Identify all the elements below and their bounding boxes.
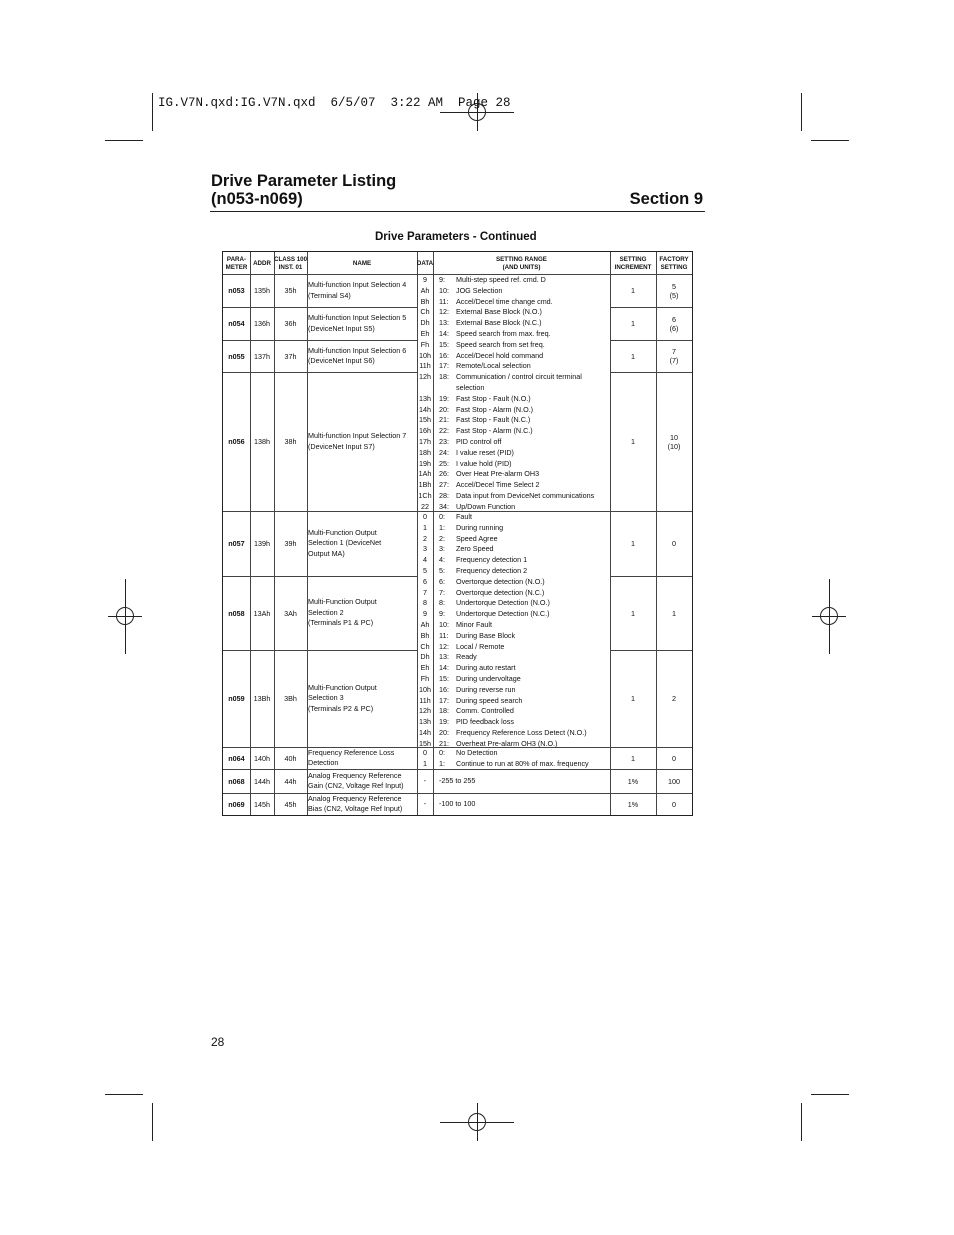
cell-param: n056 bbox=[228, 437, 245, 446]
cell-name: Multi-function Input Selection 6 (DeviceNet Input S6) bbox=[308, 345, 407, 365]
cell-cls: 37h bbox=[284, 351, 297, 361]
data-value: 15h bbox=[419, 415, 431, 425]
cell-name: Analog Frequency Reference Bias (CN2, Voltage Ref Input) bbox=[308, 793, 403, 813]
setting-text: selection bbox=[456, 382, 485, 392]
data-value: 10h bbox=[419, 350, 431, 360]
setting-code: 27: bbox=[439, 480, 449, 490]
data-value: Fh bbox=[420, 673, 430, 683]
setting-code: 28: bbox=[439, 490, 449, 500]
cell-addr: 139h bbox=[254, 539, 270, 548]
setting-range-item bbox=[439, 663, 587, 674]
cell-addr: 144h bbox=[254, 776, 270, 786]
title-rule bbox=[210, 211, 705, 212]
setting-code: 10: bbox=[439, 285, 449, 295]
setting-code: 25: bbox=[439, 458, 449, 468]
data-value: 19h bbox=[419, 458, 431, 468]
setting-text: Remote/Local selection bbox=[456, 361, 531, 371]
title-line-1: Drive Parameter Listing bbox=[211, 172, 397, 190]
data-value: 2 bbox=[423, 533, 427, 543]
cell-name: Multi-Function Output Selection 2 (Terminals P1 & PC) bbox=[308, 597, 377, 628]
crop-mark bbox=[152, 93, 153, 131]
setting-text: Ready bbox=[456, 652, 477, 662]
cell-param: n069 bbox=[228, 799, 245, 809]
page-number: 28 bbox=[211, 1035, 225, 1049]
cell-inc: 1 bbox=[631, 437, 635, 446]
setting-text: PID feedback loss bbox=[456, 717, 514, 727]
data-value: 10h bbox=[419, 684, 431, 694]
setting-code: 14: bbox=[439, 328, 449, 338]
setting-range-item bbox=[439, 491, 594, 502]
setting-code: 15: bbox=[439, 339, 449, 349]
setting-range-item bbox=[439, 759, 589, 770]
setting-range-item bbox=[439, 631, 587, 642]
setting-range-item bbox=[439, 544, 587, 555]
title-line-2: (n053-n069) bbox=[211, 190, 303, 208]
data-value: Ah bbox=[420, 619, 430, 629]
setting-range-column bbox=[439, 512, 587, 750]
setting-text: Communication / control circuit terminal bbox=[456, 372, 582, 382]
setting-text: I value hold (PID) bbox=[456, 458, 512, 468]
setting-code: 20: bbox=[439, 404, 449, 414]
setting-text: Overheat Pre-alarm OH3 (N.O.) bbox=[456, 738, 558, 748]
cell-name: Multi-function Input Selection 4 (Terminal S4) bbox=[308, 280, 407, 300]
setting-code: 3: bbox=[439, 544, 445, 554]
setting-code: 1: bbox=[439, 522, 445, 532]
cell-cls: 38h bbox=[284, 437, 297, 446]
setting-range-item bbox=[439, 674, 587, 685]
setting-range-item bbox=[439, 555, 587, 566]
setting-range-item bbox=[439, 340, 594, 351]
data-value: Eh bbox=[420, 328, 430, 338]
cell-param: n068 bbox=[228, 776, 245, 786]
cell-fac: 6 (6) bbox=[669, 314, 679, 333]
setting-code: 26: bbox=[439, 469, 449, 479]
setting-code: 16: bbox=[439, 684, 449, 694]
data-value: Dh bbox=[420, 652, 430, 662]
cell-addr: 138h bbox=[254, 437, 270, 446]
setting-code: 10: bbox=[439, 619, 449, 629]
setting-text: Fast Stop - Fault (N.C.) bbox=[456, 415, 531, 425]
data-value: 4 bbox=[423, 555, 427, 565]
data-value: Bh bbox=[420, 630, 430, 640]
setting-code: 6: bbox=[439, 576, 445, 586]
setting-text: Overtorque detection (N.O.) bbox=[456, 576, 545, 586]
setting-text: PID control off bbox=[456, 436, 502, 446]
header-name: NAME bbox=[352, 260, 372, 267]
setting-range-item bbox=[439, 286, 594, 297]
setting-text: Frequency detection 2 bbox=[456, 565, 528, 575]
setting-range-item bbox=[439, 383, 594, 394]
data-value: 14h bbox=[419, 404, 431, 414]
setting-text: Accel/Decel Time Select 2 bbox=[456, 480, 540, 490]
setting-range-item bbox=[439, 652, 587, 663]
setting-range-item bbox=[439, 297, 594, 308]
setting-code: 22: bbox=[439, 426, 449, 436]
header-range: SETTING RANGE (AND UNITS) bbox=[496, 256, 547, 271]
cell-addr: 13Ah bbox=[253, 608, 271, 618]
setting-range-column bbox=[439, 748, 589, 770]
setting-text: During auto restart bbox=[456, 663, 516, 673]
setting-range-item bbox=[439, 577, 587, 588]
setting-range-column bbox=[439, 275, 594, 513]
data-values-column bbox=[417, 275, 433, 513]
setting-code: 11: bbox=[439, 630, 449, 640]
header-cls: CLASS 100 INST. 01 bbox=[274, 256, 308, 271]
setting-text: I value reset (PID) bbox=[456, 447, 514, 457]
setting-range-item bbox=[439, 361, 594, 372]
setting-range-item bbox=[439, 717, 587, 728]
header-fac: FACTORY SETTING bbox=[659, 256, 689, 271]
data-value: 0 bbox=[423, 512, 427, 521]
cell-name: Multi-function Input Selection 5 (DeviceNet Input S5) bbox=[308, 313, 407, 333]
setting-text: External Base Block (N.O.) bbox=[456, 307, 542, 317]
setting-text: Minor Fault bbox=[456, 619, 492, 629]
setting-range-item bbox=[439, 480, 594, 491]
setting-code: 34: bbox=[439, 501, 449, 511]
setting-text: Over Heat Pre-alarm OH3 bbox=[456, 469, 540, 479]
data-value: Dh bbox=[420, 318, 430, 328]
section-label: Section 9 bbox=[629, 190, 703, 208]
setting-text: During speed search bbox=[456, 695, 523, 705]
setting-code: 16: bbox=[439, 350, 449, 360]
data-value: 7 bbox=[423, 587, 427, 597]
setting-text: During undervoltage bbox=[456, 673, 521, 683]
data-value: 1 bbox=[423, 758, 427, 768]
data-value: - bbox=[423, 775, 427, 785]
cell-inc: 1 bbox=[631, 539, 635, 548]
cell-param: n064 bbox=[228, 753, 245, 763]
data-value: 3 bbox=[423, 544, 427, 554]
header-inc: SETTING INCREMENT bbox=[614, 256, 652, 271]
setting-text: Zero Speed bbox=[456, 544, 494, 554]
setting-range-item bbox=[439, 415, 594, 426]
crop-mark bbox=[811, 1094, 849, 1095]
setting-text: During Base Block bbox=[456, 630, 516, 640]
setting-text: Frequency detection 1 bbox=[456, 555, 528, 565]
cell-inc: 1 bbox=[631, 608, 635, 618]
setting-range-item bbox=[439, 275, 594, 286]
header-addr: ADDR bbox=[253, 260, 271, 267]
setting-text: Undertorque Detection (N.C.) bbox=[456, 609, 550, 619]
data-values-column bbox=[417, 748, 433, 770]
data-value: 22 bbox=[421, 501, 429, 511]
crop-mark bbox=[801, 93, 802, 131]
setting-code: 21: bbox=[439, 415, 449, 425]
setting-range-item bbox=[439, 448, 594, 459]
cell-addr: 13Bh bbox=[253, 694, 271, 703]
cell-inc: 1 bbox=[631, 694, 635, 703]
setting-range-item bbox=[439, 307, 594, 318]
setting-text: -100 to 100 bbox=[439, 798, 476, 808]
cell-param: n058 bbox=[228, 608, 245, 618]
setting-code: 0: bbox=[439, 512, 445, 521]
cell-addr: 140h bbox=[254, 753, 270, 763]
data-value: Eh bbox=[420, 663, 430, 673]
setting-range-item bbox=[439, 426, 594, 437]
setting-text: Fast Stop - Alarm (N.C.) bbox=[456, 426, 533, 436]
setting-range-item bbox=[439, 748, 589, 759]
data-value: 13h bbox=[419, 717, 431, 727]
data-values-column bbox=[417, 799, 433, 810]
setting-code: 20: bbox=[439, 727, 449, 737]
setting-range-item bbox=[439, 598, 587, 609]
cell-fac: 100 bbox=[668, 776, 680, 786]
setting-range-item bbox=[439, 437, 594, 448]
data-value: 16h bbox=[419, 426, 431, 436]
setting-range-item bbox=[439, 502, 594, 513]
print-slug: IG.V7N.qxd:IG.V7N.qxd 6/5/07 3:22 AM Page 28 bbox=[158, 96, 511, 110]
setting-text: During reverse run bbox=[456, 684, 516, 694]
setting-range-item bbox=[439, 776, 475, 787]
cell-inc: 1 bbox=[631, 753, 635, 763]
header-param: PARA- METER bbox=[225, 256, 248, 271]
data-value: 11h bbox=[419, 695, 431, 705]
data-value: Bh bbox=[420, 296, 430, 306]
cell-name: Multi-Function Output Selection 1 (DeviceNet Output MA) bbox=[308, 527, 382, 558]
cell-addr: 135h bbox=[254, 286, 270, 295]
setting-code: 15: bbox=[439, 673, 449, 683]
setting-text: External Base Block (N.C.) bbox=[456, 318, 542, 328]
setting-text: -255 to 255 bbox=[439, 775, 476, 785]
data-value: 9 bbox=[423, 609, 427, 619]
cell-cls: 39h bbox=[284, 539, 297, 548]
cell-inc: 1% bbox=[627, 776, 639, 786]
setting-text: JOG Selection bbox=[456, 285, 503, 295]
crop-mark bbox=[152, 1103, 153, 1141]
setting-text: Speed search from max. freq. bbox=[456, 328, 551, 338]
data-value: 15h bbox=[419, 738, 431, 748]
data-value: 1Bh bbox=[418, 480, 432, 490]
setting-range-item bbox=[439, 459, 594, 470]
setting-text: Local / Remote bbox=[456, 641, 505, 651]
cell-fac: 1 bbox=[672, 608, 676, 618]
setting-range-item bbox=[439, 405, 594, 416]
cell-cls: 3Bh bbox=[284, 694, 297, 703]
crop-mark bbox=[105, 140, 143, 141]
setting-text: Multi-step speed ref. cmd. D bbox=[456, 275, 546, 284]
setting-code: 7: bbox=[439, 587, 445, 597]
cell-fac: 7 (7) bbox=[669, 347, 679, 365]
setting-code: 11: bbox=[439, 296, 449, 306]
cell-addr: 136h bbox=[254, 319, 270, 328]
setting-code: 1: bbox=[439, 758, 445, 768]
cell-addr: 137h bbox=[254, 351, 270, 361]
setting-code: 12: bbox=[439, 641, 449, 651]
setting-code: 21: bbox=[439, 738, 449, 748]
setting-range-column bbox=[439, 776, 475, 787]
cell-cls: 45h bbox=[284, 799, 297, 809]
setting-code: 19: bbox=[439, 393, 449, 403]
setting-text: Undertorque Detection (N.O.) bbox=[456, 598, 550, 608]
cell-inc: 1% bbox=[627, 799, 639, 809]
setting-range-item bbox=[439, 523, 587, 534]
data-value: 12h bbox=[419, 706, 431, 716]
setting-range-item bbox=[439, 318, 594, 329]
crop-mark bbox=[105, 1094, 143, 1095]
setting-text: Speed Agree bbox=[456, 533, 498, 543]
setting-code: 12: bbox=[439, 307, 449, 317]
setting-range-item bbox=[439, 620, 587, 631]
data-value: Ch bbox=[420, 307, 430, 317]
cell-param: n055 bbox=[228, 351, 245, 361]
data-value: 1Ah bbox=[418, 469, 432, 479]
setting-range-item bbox=[439, 685, 587, 696]
setting-text: Accel/Decel hold command bbox=[456, 350, 544, 360]
cell-fac: 10 (10) bbox=[667, 432, 681, 451]
setting-text: No Detection bbox=[456, 748, 498, 757]
cell-cls: 3Ah bbox=[284, 608, 297, 618]
parameter-table bbox=[222, 251, 693, 816]
data-values-column bbox=[417, 512, 433, 750]
header-data: DATA bbox=[416, 260, 434, 267]
data-value: 8 bbox=[423, 598, 427, 608]
data-value: 14h bbox=[419, 727, 431, 737]
crop-mark bbox=[811, 140, 849, 141]
setting-code: 13: bbox=[439, 318, 449, 328]
data-value: 1Ch bbox=[418, 490, 432, 500]
setting-code: 9: bbox=[439, 609, 445, 619]
cell-param: n054 bbox=[228, 319, 245, 328]
setting-range-item bbox=[439, 588, 587, 599]
setting-range-item bbox=[439, 642, 587, 653]
setting-code: 24: bbox=[439, 447, 449, 457]
setting-range-item bbox=[439, 329, 594, 340]
cell-inc: 1 bbox=[631, 286, 635, 295]
cell-cls: 40h bbox=[284, 753, 297, 763]
data-value: 18h bbox=[419, 447, 431, 457]
cell-fac: 0 bbox=[672, 753, 676, 763]
cell-fac: 0 bbox=[672, 539, 676, 548]
data-value: 5 bbox=[423, 565, 427, 575]
setting-code: 17: bbox=[439, 361, 449, 371]
setting-code: 8: bbox=[439, 598, 445, 608]
table-caption: Drive Parameters - Continued bbox=[375, 231, 537, 243]
cell-name: Analog Frequency Reference Gain (CN2, Voltage Ref Input) bbox=[308, 770, 404, 790]
setting-range-item bbox=[439, 728, 587, 739]
setting-code: 4: bbox=[439, 555, 445, 565]
setting-range-item bbox=[439, 372, 594, 383]
setting-text: Overtorque detection (N.C.) bbox=[456, 587, 545, 597]
setting-code: 23: bbox=[439, 436, 449, 446]
data-value: Ch bbox=[420, 641, 430, 651]
setting-text: Fast Stop - Fault (N.O.) bbox=[456, 393, 531, 403]
crop-mark bbox=[801, 1103, 802, 1141]
setting-text: Up/Down Function bbox=[456, 501, 516, 511]
column-divider bbox=[433, 252, 434, 815]
setting-code: 9: bbox=[439, 275, 445, 284]
cell-name: Multi-function Input Selection 7 (DeviceNet Input S7) bbox=[308, 431, 407, 451]
cell-addr: 145h bbox=[254, 799, 270, 809]
cell-fac: 5 (5) bbox=[669, 281, 679, 300]
setting-code: 18: bbox=[439, 706, 449, 716]
data-value: 11h bbox=[419, 361, 431, 371]
setting-range-item bbox=[439, 469, 594, 480]
cell-cls: 36h bbox=[284, 319, 297, 328]
data-value: 12h bbox=[419, 372, 431, 382]
cell-param: n059 bbox=[228, 694, 245, 703]
setting-range-item bbox=[439, 512, 587, 523]
setting-code: 13: bbox=[439, 652, 449, 662]
setting-text: Speed search from set freq. bbox=[456, 339, 545, 349]
cell-name: Frequency Reference Loss Detection bbox=[308, 747, 395, 767]
setting-code: 0: bbox=[439, 748, 445, 757]
data-value: 1 bbox=[423, 522, 427, 532]
data-value: 17h bbox=[419, 436, 431, 446]
data-value: 0 bbox=[423, 748, 427, 757]
setting-text: Fault bbox=[456, 512, 472, 521]
setting-code: 2: bbox=[439, 533, 445, 543]
setting-code: 17: bbox=[439, 695, 449, 705]
setting-text: Continue to run at 80% of max. frequency bbox=[456, 758, 589, 768]
setting-range-item bbox=[439, 394, 594, 405]
cell-param: n057 bbox=[228, 539, 245, 548]
page-title bbox=[211, 172, 396, 208]
setting-text: Frequency Reference Loss Detect (N.O.) bbox=[456, 727, 587, 737]
setting-text: Comm. Controlled bbox=[456, 706, 514, 716]
setting-range-item bbox=[439, 609, 587, 620]
setting-code: 5: bbox=[439, 565, 445, 575]
setting-range-item bbox=[439, 566, 587, 577]
data-value: Ah bbox=[420, 285, 430, 295]
data-value: Fh bbox=[420, 339, 430, 349]
cell-cls: 35h bbox=[284, 286, 297, 295]
setting-range-item bbox=[439, 351, 594, 362]
cell-inc: 1 bbox=[631, 351, 635, 361]
setting-text: Data input from DeviceNet communications bbox=[456, 490, 595, 500]
data-value: 9 bbox=[423, 275, 427, 284]
data-value: 6 bbox=[423, 576, 427, 586]
setting-range-item bbox=[439, 706, 587, 717]
setting-range-column bbox=[439, 799, 475, 810]
cell-cls: 44h bbox=[284, 776, 297, 786]
data-value: - bbox=[423, 798, 427, 808]
setting-code: 19: bbox=[439, 717, 449, 727]
cell-fac: 2 bbox=[672, 694, 676, 703]
cell-fac: 0 bbox=[672, 799, 676, 809]
cell-inc: 1 bbox=[631, 319, 635, 328]
setting-range-item bbox=[439, 534, 587, 545]
setting-range-item bbox=[439, 696, 587, 707]
data-value: 13h bbox=[419, 393, 431, 403]
cell-param: n053 bbox=[228, 286, 245, 295]
data-values-column bbox=[417, 776, 433, 787]
setting-text: Fast Stop - Alarm (N.O.) bbox=[456, 404, 534, 414]
setting-range-item bbox=[439, 799, 475, 810]
setting-code: 18: bbox=[439, 372, 449, 382]
setting-text: During running bbox=[456, 522, 504, 532]
data-value bbox=[417, 383, 433, 394]
setting-code: 14: bbox=[439, 663, 449, 673]
setting-text: Accel/Decel time change cmd. bbox=[456, 296, 553, 306]
cell-name: Multi-Function Output Selection 3 (Terminals P2 & PC) bbox=[308, 682, 377, 713]
